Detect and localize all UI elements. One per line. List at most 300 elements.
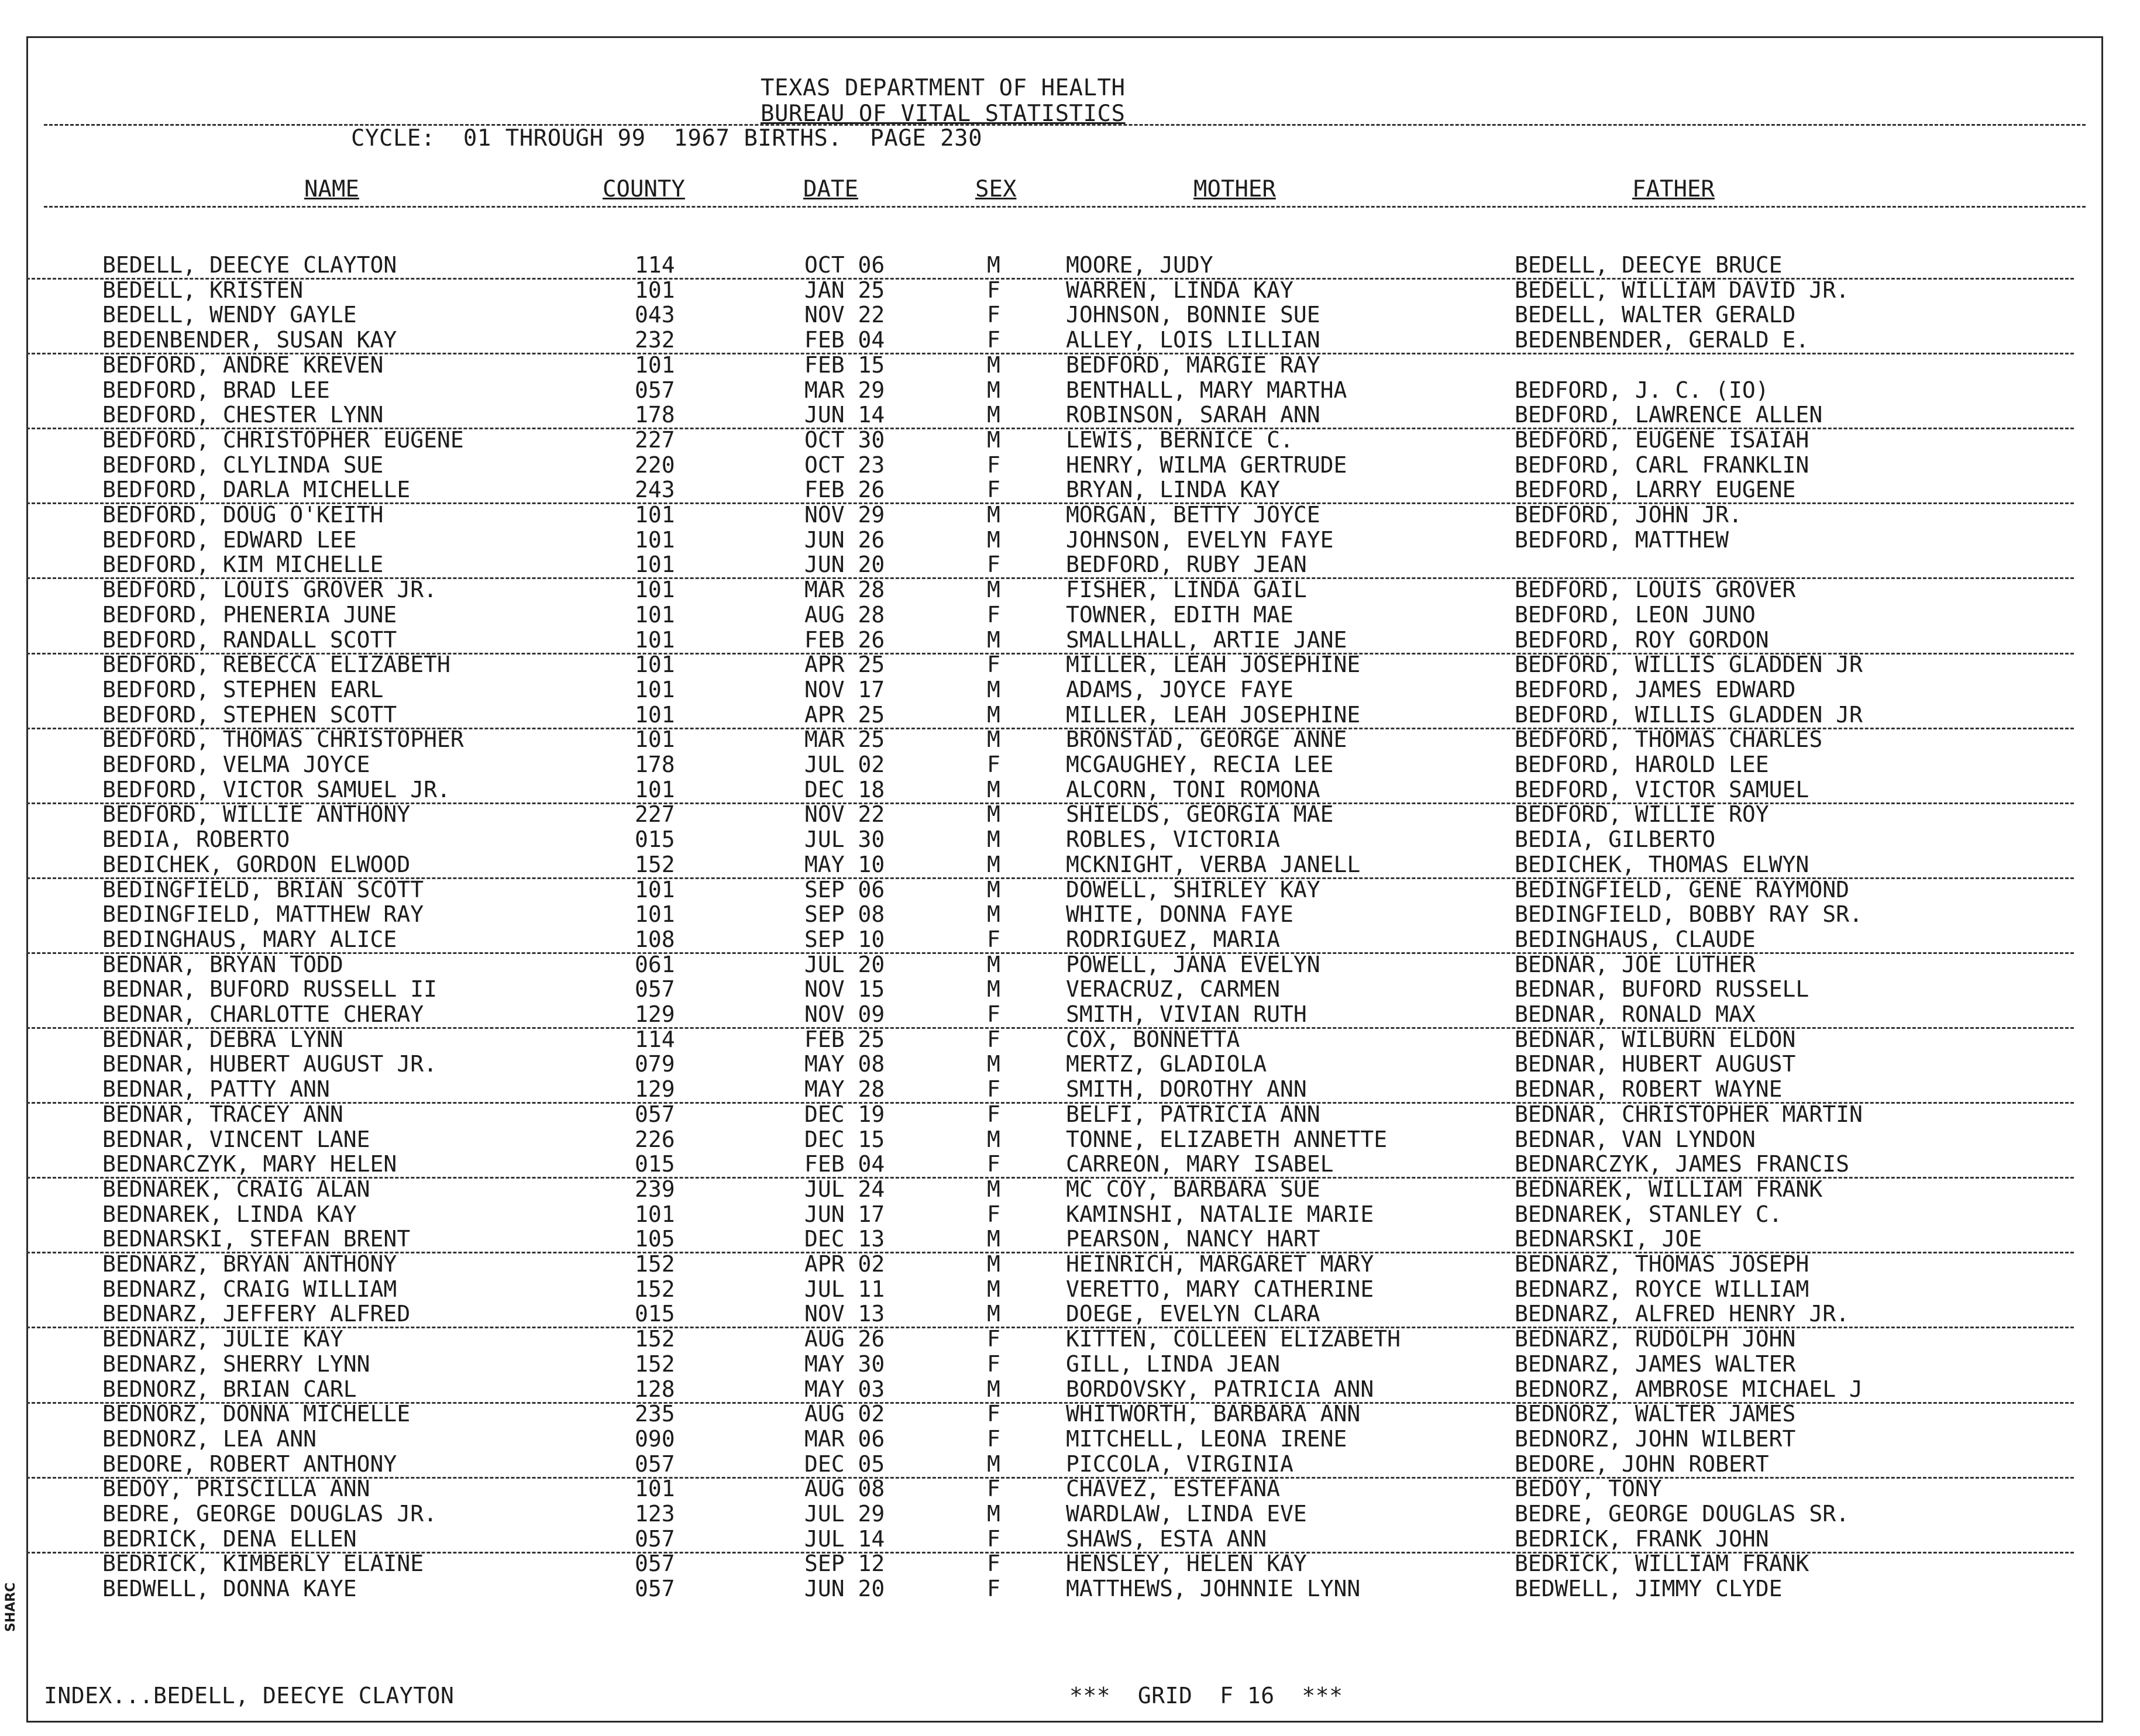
cell-mother: POWELL, JANA EVELYN	[1066, 952, 1320, 977]
cell-sex: M	[987, 402, 1000, 428]
department-title: TEXAS DEPARTMENT OF HEALTH	[761, 75, 1126, 101]
cell-father: BEDNAR, BUFORD RUSSELL	[1515, 976, 1809, 1002]
table-row	[26, 453, 2074, 478]
cell-father: BEDELL, WILLIAM DAVID JR.	[1515, 277, 1849, 303]
cell-father: BEDNAR, JOE LUTHER	[1515, 952, 1756, 977]
cell-sex: F	[987, 1401, 1000, 1427]
cell-name: BEDFORD, CHRISTOPHER EUGENE	[102, 427, 464, 453]
cell-date: DEC 19	[804, 1101, 885, 1127]
sharc-label: SHARC	[4, 1582, 18, 1632]
cell-county: 057	[635, 1576, 675, 1601]
table-row	[26, 802, 2074, 827]
cell-sex: M	[987, 1376, 1000, 1402]
cell-father: BEDNAR, ROBERT WAYNE	[1515, 1076, 1783, 1102]
cell-name: BEDENBENDER, SUSAN KAY	[102, 327, 397, 353]
cell-father: BEDFORD, LEON JUNO	[1515, 602, 1756, 628]
cell-father: BEDFORD, VICTOR SAMUEL	[1515, 777, 1809, 802]
cell-mother: BEDFORD, MARGIE RAY	[1066, 352, 1320, 378]
cell-mother: MILLER, LEAH JOSEPHINE	[1066, 652, 1361, 677]
table-row	[26, 1452, 2074, 1479]
cell-mother: JOHNSON, EVELYN FAYE	[1066, 527, 1334, 553]
cell-county: 090	[635, 1426, 675, 1452]
cell-county: 227	[635, 427, 675, 453]
cell-mother: WARREN, LINDA KAY	[1066, 277, 1293, 303]
cell-county: 152	[635, 852, 675, 877]
table-row	[26, 628, 2074, 655]
cell-date: FEB 04	[804, 1151, 885, 1177]
cell-mother: COX, BONNETTA	[1066, 1027, 1240, 1052]
cell-county: 057	[635, 1101, 675, 1127]
table-row	[26, 1551, 2074, 1576]
table-row	[26, 1501, 2074, 1527]
cell-name: BEDELL, WENDY GAYLE	[102, 302, 357, 328]
cell-father: BEDNORZ, AMBROSE MICHAEL J	[1515, 1376, 1863, 1402]
cell-father: BEDFORD, WILLIS GLADDEN JR	[1515, 702, 1863, 728]
cell-county: 057	[635, 976, 675, 1002]
cell-county: 061	[635, 952, 675, 977]
table-row	[26, 278, 2074, 303]
cell-father: BEDRICK, FRANK JOHN	[1515, 1526, 1769, 1552]
cell-sex: F	[987, 752, 1000, 777]
cell-father: BEDWELL, JIMMY CLYDE	[1515, 1576, 1783, 1601]
bureau-title: BUREAU OF VITAL STATISTICS	[761, 101, 1126, 127]
table-row	[26, 727, 2074, 752]
header-rule-1	[44, 124, 2086, 126]
cell-date: MAR 28	[804, 577, 885, 602]
cell-sex: F	[987, 1076, 1000, 1102]
cell-county: 152	[635, 1351, 675, 1377]
cell-father: BEDNARZ, JAMES WALTER	[1515, 1351, 1796, 1377]
cell-county: 015	[635, 1301, 675, 1327]
cell-name: BEDINGFIELD, BRIAN SCOTT	[102, 877, 424, 903]
cell-father: BEDFORD, LARRY EUGENE	[1515, 477, 1796, 502]
cell-sex: F	[987, 1551, 1000, 1576]
table-row	[26, 1352, 2074, 1377]
cell-date: NOV 29	[804, 502, 885, 528]
table-row	[26, 328, 2074, 354]
table-row	[26, 652, 2074, 677]
table-row	[26, 852, 2074, 879]
cell-father: BEDENBENDER, GERALD E.	[1515, 327, 1809, 353]
cell-father: BEDNARZ, ALFRED HENRY JR.	[1515, 1301, 1849, 1327]
cell-father: BEDNARZ, THOMAS JOSEPH	[1515, 1251, 1809, 1277]
cell-name: BEDFORD, THOMAS CHRISTOPHER	[102, 726, 464, 752]
grid-footer: *** GRID F 16 ***	[1069, 1683, 1343, 1709]
cell-date: FEB 04	[804, 327, 885, 353]
cell-name: BEDFORD, EDWARD LEE	[102, 527, 357, 553]
cell-mother: ADAMS, JOYCE FAYE	[1066, 677, 1293, 702]
cell-sex: M	[987, 1276, 1000, 1302]
cell-mother: PEARSON, NANCY HART	[1066, 1226, 1320, 1252]
cell-name: BEDNAR, BRYAN TODD	[102, 952, 343, 977]
cell-father: BEDFORD, J. C. (IO)	[1515, 377, 1769, 403]
cell-father: BEDNORZ, WALTER JAMES	[1515, 1401, 1796, 1427]
cell-father: BEDFORD, ROY GORDON	[1515, 627, 1769, 653]
cell-county: 015	[635, 826, 675, 852]
header-rule-2	[44, 206, 2086, 208]
cell-mother: SMITH, VIVIAN RUTH	[1066, 1001, 1307, 1027]
cell-county: 123	[635, 1501, 675, 1527]
cell-mother: VERACRUZ, CARMEN	[1066, 976, 1281, 1002]
cell-date: JAN 25	[804, 277, 885, 303]
cell-father: BEDNAR, WILBURN ELDON	[1515, 1027, 1796, 1052]
table-row	[26, 1202, 2074, 1227]
cell-county: 152	[635, 1251, 675, 1277]
cell-father: BEDNAREK, WILLIAM FRANK	[1515, 1176, 1823, 1202]
table-row	[26, 402, 2074, 429]
cell-father: BEDFORD, MATTHEW	[1515, 527, 1729, 553]
cell-county: 232	[635, 327, 675, 353]
table-row	[26, 1476, 2074, 1501]
cell-date: MAR 06	[804, 1426, 885, 1452]
cell-county: 105	[635, 1226, 675, 1252]
cell-name: BEDNAR, VINCENT LANE	[102, 1127, 370, 1152]
table-row	[26, 552, 2074, 579]
cell-mother: TOWNER, EDITH MAE	[1066, 602, 1293, 628]
cell-name: BEDFORD, WILLIE ANTHONY	[102, 801, 411, 827]
table-row	[26, 428, 2074, 453]
cell-county: 101	[635, 527, 675, 553]
cell-mother: BRONSTAD, GEORGE ANNE	[1066, 726, 1347, 752]
cell-county: 243	[635, 477, 675, 502]
cell-father: BEDRE, GEORGE DOUGLAS SR.	[1515, 1501, 1849, 1527]
cell-name: BEDFORD, CHESTER LYNN	[102, 402, 384, 428]
cell-county: 101	[635, 702, 675, 728]
table-row	[26, 378, 2074, 403]
cell-date: JUN 17	[804, 1201, 885, 1227]
cell-mother: DOWELL, SHIRLEY KAY	[1066, 877, 1320, 903]
cell-mother: ALLEY, LOIS LILLIAN	[1066, 327, 1320, 353]
cell-sex: F	[987, 1001, 1000, 1027]
cell-mother: ROBLES, VICTORIA	[1066, 826, 1281, 852]
cell-sex: M	[987, 627, 1000, 653]
col-header-sex: SEX	[975, 176, 1017, 202]
cell-date: FEB 25	[804, 1027, 885, 1052]
cell-mother: HENSLEY, HELEN KAY	[1066, 1551, 1307, 1576]
cell-date: NOV 13	[804, 1301, 885, 1327]
cell-county: 114	[635, 252, 675, 278]
cell-county: 101	[635, 652, 675, 677]
cell-mother: CHAVEZ, ESTEFANA	[1066, 1476, 1281, 1501]
cell-sex: M	[987, 252, 1000, 278]
table-row	[26, 1227, 2074, 1253]
cell-date: JUN 20	[804, 552, 885, 577]
cell-sex: F	[987, 1351, 1000, 1377]
cell-sex: F	[987, 1201, 1000, 1227]
table-row	[26, 502, 2074, 528]
cell-county: 178	[635, 402, 675, 428]
cell-name: BEDNARZ, JULIE KAY	[102, 1326, 343, 1352]
cell-sex: F	[987, 1476, 1000, 1501]
cell-county: 057	[635, 1526, 675, 1552]
cell-father: BEDINGFIELD, BOBBY RAY SR.	[1515, 901, 1863, 927]
cell-county: 114	[635, 1027, 675, 1052]
cell-name: BEDFORD, PHENERIA JUNE	[102, 602, 397, 628]
cell-mother: ALCORN, TONI ROMONA	[1066, 777, 1320, 802]
cell-county: 057	[635, 1551, 675, 1576]
cell-date: OCT 30	[804, 427, 885, 453]
cell-date: DEC 15	[804, 1127, 885, 1152]
cell-name: BEDNARZ, BRYAN ANTHONY	[102, 1251, 397, 1277]
cell-father: BEDFORD, THOMAS CHARLES	[1515, 726, 1823, 752]
cell-date: NOV 09	[804, 1001, 885, 1027]
table-row	[26, 253, 2074, 280]
cell-date: AUG 02	[804, 1401, 885, 1427]
cell-father: BEDELL, WALTER GERALD	[1515, 302, 1796, 328]
cell-date: JUL 24	[804, 1176, 885, 1202]
cell-date: JUL 29	[804, 1501, 885, 1527]
cell-mother: SMITH, DOROTHY ANN	[1066, 1076, 1307, 1102]
table-row	[26, 677, 2074, 702]
cell-sex: M	[987, 427, 1000, 453]
cell-mother: KITTEN, COLLEEN ELIZABETH	[1066, 1326, 1401, 1352]
table-row	[26, 1127, 2074, 1152]
cell-name: BEDELL, KRISTEN	[102, 277, 304, 303]
cell-father: BEDFORD, LOUIS GROVER	[1515, 577, 1796, 602]
cell-sex: F	[987, 452, 1000, 478]
cell-date: MAY 03	[804, 1376, 885, 1402]
cell-county: 101	[635, 777, 675, 802]
cell-county: 108	[635, 926, 675, 952]
cell-sex: M	[987, 877, 1000, 903]
cell-county: 101	[635, 577, 675, 602]
cell-date: NOV 17	[804, 677, 885, 702]
cell-sex: F	[987, 327, 1000, 353]
cell-mother: WHITWORTH, BARBARA ANN	[1066, 1401, 1361, 1427]
cell-sex: M	[987, 1226, 1000, 1252]
cell-mother: MATTHEWS, JOHNNIE LYNN	[1066, 1576, 1361, 1601]
cell-name: BEDNAR, DEBRA LYNN	[102, 1027, 343, 1052]
table-row	[26, 1052, 2074, 1077]
cell-sex: M	[987, 726, 1000, 752]
cell-name: BEDFORD, STEPHEN EARL	[102, 677, 384, 702]
cell-name: BEDNAREK, LINDA KAY	[102, 1201, 357, 1227]
cell-sex: M	[987, 1127, 1000, 1152]
table-row	[26, 1252, 2074, 1277]
cell-mother: BELFI, PATRICIA ANN	[1066, 1101, 1320, 1127]
cell-mother: TONNE, ELIZABETH ANNETTE	[1066, 1127, 1388, 1152]
table-row	[26, 477, 2074, 504]
cell-county: 101	[635, 277, 675, 303]
cell-name: BEDNARZ, CRAIG WILLIAM	[102, 1276, 397, 1302]
cell-name: BEDRICK, DENA ELLEN	[102, 1526, 357, 1552]
cell-mother: WHITE, DONNA FAYE	[1066, 901, 1293, 927]
cell-mother: MORGAN, BETTY JOYCE	[1066, 502, 1320, 528]
cell-date: MAR 25	[804, 726, 885, 752]
cell-sex: F	[987, 277, 1000, 303]
cell-name: BEDWELL, DONNA KAYE	[102, 1576, 357, 1601]
cell-name: BEDFORD, VELMA JOYCE	[102, 752, 370, 777]
cell-mother: SHIELDS, GEORGIA MAE	[1066, 801, 1334, 827]
cell-date: JUL 11	[804, 1276, 885, 1302]
table-row	[26, 702, 2074, 729]
cell-father: BEDIA, GILBERTO	[1515, 826, 1716, 852]
cell-date: MAY 10	[804, 852, 885, 877]
cell-county: 129	[635, 1001, 675, 1027]
table-row	[26, 602, 2074, 628]
cell-date: JUN 14	[804, 402, 885, 428]
cell-county: 128	[635, 1376, 675, 1402]
table-row	[26, 528, 2074, 553]
cell-date: NOV 22	[804, 801, 885, 827]
cell-mother: PICCOLA, VIRGINIA	[1066, 1451, 1293, 1477]
table-row	[26, 977, 2074, 1002]
cell-father: BEDNARCZYK, JAMES FRANCIS	[1515, 1151, 1849, 1177]
cell-father: BEDINGFIELD, GENE RAYMOND	[1515, 877, 1849, 903]
cell-county: 101	[635, 677, 675, 702]
col-header-county: COUNTY	[603, 176, 685, 202]
cell-county: 101	[635, 352, 675, 378]
cell-date: MAY 08	[804, 1051, 885, 1077]
cell-name: BEDORE, ROBERT ANTHONY	[102, 1451, 397, 1477]
col-header-mother: MOTHER	[1193, 176, 1276, 202]
cycle-line: CYCLE: 01 THROUGH 99 1967 BIRTHS. PAGE 230	[351, 125, 983, 151]
cell-sex: M	[987, 502, 1000, 528]
cell-county: 239	[635, 1176, 675, 1202]
cell-date: AUG 08	[804, 1476, 885, 1501]
table-row	[26, 1002, 2074, 1029]
cell-sex: M	[987, 1501, 1000, 1527]
cell-sex: F	[987, 602, 1000, 628]
cell-date: JUL 14	[804, 1526, 885, 1552]
cell-date: MAR 29	[804, 377, 885, 403]
cell-father: BEDFORD, EUGENE ISAIAH	[1515, 427, 1809, 453]
cell-name: BEDFORD, LOUIS GROVER JR.	[102, 577, 437, 602]
cell-sex: F	[987, 1326, 1000, 1352]
cell-county: 101	[635, 1476, 675, 1501]
cell-name: BEDFORD, DARLA MICHELLE	[102, 477, 411, 502]
cell-county: 101	[635, 502, 675, 528]
cell-county: 057	[635, 1451, 675, 1477]
cell-date: SEP 06	[804, 877, 885, 903]
cell-mother: MITCHELL, LEONA IRENE	[1066, 1426, 1347, 1452]
cell-date: AUG 28	[804, 602, 885, 628]
cell-father: BEDFORD, CARL FRANKLIN	[1515, 452, 1809, 478]
cell-name: BEDFORD, STEPHEN SCOTT	[102, 702, 397, 728]
cell-name: BEDFORD, REBECCA ELIZABETH	[102, 652, 450, 677]
cell-date: DEC 18	[804, 777, 885, 802]
cell-county: 152	[635, 1276, 675, 1302]
cell-sex: F	[987, 1526, 1000, 1552]
table-row	[26, 1077, 2074, 1104]
cell-father: BEDNAREK, STANLEY C.	[1515, 1201, 1783, 1227]
col-header-father: FATHER	[1632, 176, 1715, 202]
cell-county: 043	[635, 302, 675, 328]
cell-name: BEDRICK, KIMBERLY ELAINE	[102, 1551, 424, 1576]
cell-name: BEDNARSKI, STEFAN BRENT	[102, 1226, 411, 1252]
cell-mother: BENTHALL, MARY MARTHA	[1066, 377, 1347, 403]
index-footer: INDEX...BEDELL, DEECYE CLAYTON	[44, 1683, 455, 1709]
cell-county: 129	[635, 1076, 675, 1102]
cell-sex: M	[987, 1176, 1000, 1202]
cell-mother: LEWIS, BERNICE C.	[1066, 427, 1293, 453]
cell-name: BEDFORD, RANDALL SCOTT	[102, 627, 397, 653]
cell-date: JUL 02	[804, 752, 885, 777]
cell-mother: VERETTO, MARY CATHERINE	[1066, 1276, 1374, 1302]
cell-name: BEDNARCZYK, MARY HELEN	[102, 1151, 397, 1177]
cell-father: BEDNORZ, JOHN WILBERT	[1515, 1426, 1796, 1452]
cell-mother: ROBINSON, SARAH ANN	[1066, 402, 1320, 428]
cell-name: BEDNAR, HUBERT AUGUST JR.	[102, 1051, 437, 1077]
cell-mother: DOEGE, EVELYN CLARA	[1066, 1301, 1320, 1327]
cell-father: BEDFORD, WILLIE ROY	[1515, 801, 1769, 827]
cell-date: MAY 28	[804, 1076, 885, 1102]
cell-sex: F	[987, 1151, 1000, 1177]
cell-father: BEDFORD, HAROLD LEE	[1515, 752, 1769, 777]
table-row	[26, 752, 2074, 777]
cell-father: BEDNARZ, RUDOLPH JOHN	[1515, 1326, 1796, 1352]
cell-name: BEDRE, GEORGE DOUGLAS JR.	[102, 1501, 437, 1527]
cell-mother: JOHNSON, BONNIE SUE	[1066, 302, 1320, 328]
cell-sex: M	[987, 527, 1000, 553]
table-row	[26, 902, 2074, 927]
table-row	[26, 577, 2074, 602]
cell-name: BEDNAR, TRACEY ANN	[102, 1101, 343, 1127]
cell-county: 152	[635, 1326, 675, 1352]
cell-name: BEDNORZ, BRIAN CARL	[102, 1376, 357, 1402]
cell-county: 079	[635, 1051, 675, 1077]
cell-county: 101	[635, 627, 675, 653]
cell-date: NOV 15	[804, 976, 885, 1002]
cell-name: BEDNARZ, SHERRY LYNN	[102, 1351, 370, 1377]
cell-father: BEDNAR, HUBERT AUGUST	[1515, 1051, 1796, 1077]
table-row	[26, 1301, 2074, 1328]
cell-name: BEDNAR, PATTY ANN	[102, 1076, 330, 1102]
cell-name: BEDFORD, CLYLINDA SUE	[102, 452, 384, 478]
cell-date: NOV 22	[804, 302, 885, 328]
cell-father: BEDOY, TONY	[1515, 1476, 1662, 1501]
cell-date: OCT 06	[804, 252, 885, 278]
cell-name: BEDFORD, ANDRE KREVEN	[102, 352, 384, 378]
cell-sex: M	[987, 1251, 1000, 1277]
cell-county: 220	[635, 452, 675, 478]
table-row	[26, 302, 2074, 328]
col-header-name: NAME	[304, 176, 359, 202]
cell-mother: FISHER, LINDA GAIL	[1066, 577, 1307, 602]
cell-name: BEDOY, PRISCILLA ANN	[102, 1476, 370, 1501]
cell-mother: HENRY, WILMA GERTRUDE	[1066, 452, 1347, 478]
cell-county: 178	[635, 752, 675, 777]
cell-mother: CARREON, MARY ISABEL	[1066, 1151, 1334, 1177]
table-row	[26, 827, 2074, 852]
cell-father: BEDNAR, VAN LYNDON	[1515, 1127, 1756, 1152]
cell-sex: M	[987, 952, 1000, 977]
cell-sex: F	[987, 1101, 1000, 1127]
cell-father: BEDNAR, CHRISTOPHER MARTIN	[1515, 1101, 1863, 1127]
cell-date: SEP 08	[804, 901, 885, 927]
cell-date: JUN 20	[804, 1576, 885, 1601]
cell-sex: F	[987, 1426, 1000, 1452]
table-row	[26, 1576, 2074, 1601]
cell-sex: F	[987, 926, 1000, 952]
table-row	[26, 777, 2074, 804]
cell-father: BEDFORD, JOHN JR.	[1515, 502, 1742, 528]
cell-name: BEDNORZ, DONNA MICHELLE	[102, 1401, 411, 1427]
cell-date: DEC 05	[804, 1451, 885, 1477]
cell-sex: M	[987, 577, 1000, 602]
cell-sex: M	[987, 702, 1000, 728]
cell-father: BEDFORD, LAWRENCE ALLEN	[1515, 402, 1823, 428]
cell-father: BEDNAR, RONALD MAX	[1515, 1001, 1756, 1027]
cell-sex: F	[987, 1027, 1000, 1052]
cell-sex: M	[987, 901, 1000, 927]
cell-sex: M	[987, 352, 1000, 378]
table-row	[26, 952, 2074, 977]
cell-sex: M	[987, 1301, 1000, 1327]
cell-sex: F	[987, 477, 1000, 502]
cell-name: BEDNARZ, JEFFERY ALFRED	[102, 1301, 411, 1327]
cell-sex: M	[987, 377, 1000, 403]
